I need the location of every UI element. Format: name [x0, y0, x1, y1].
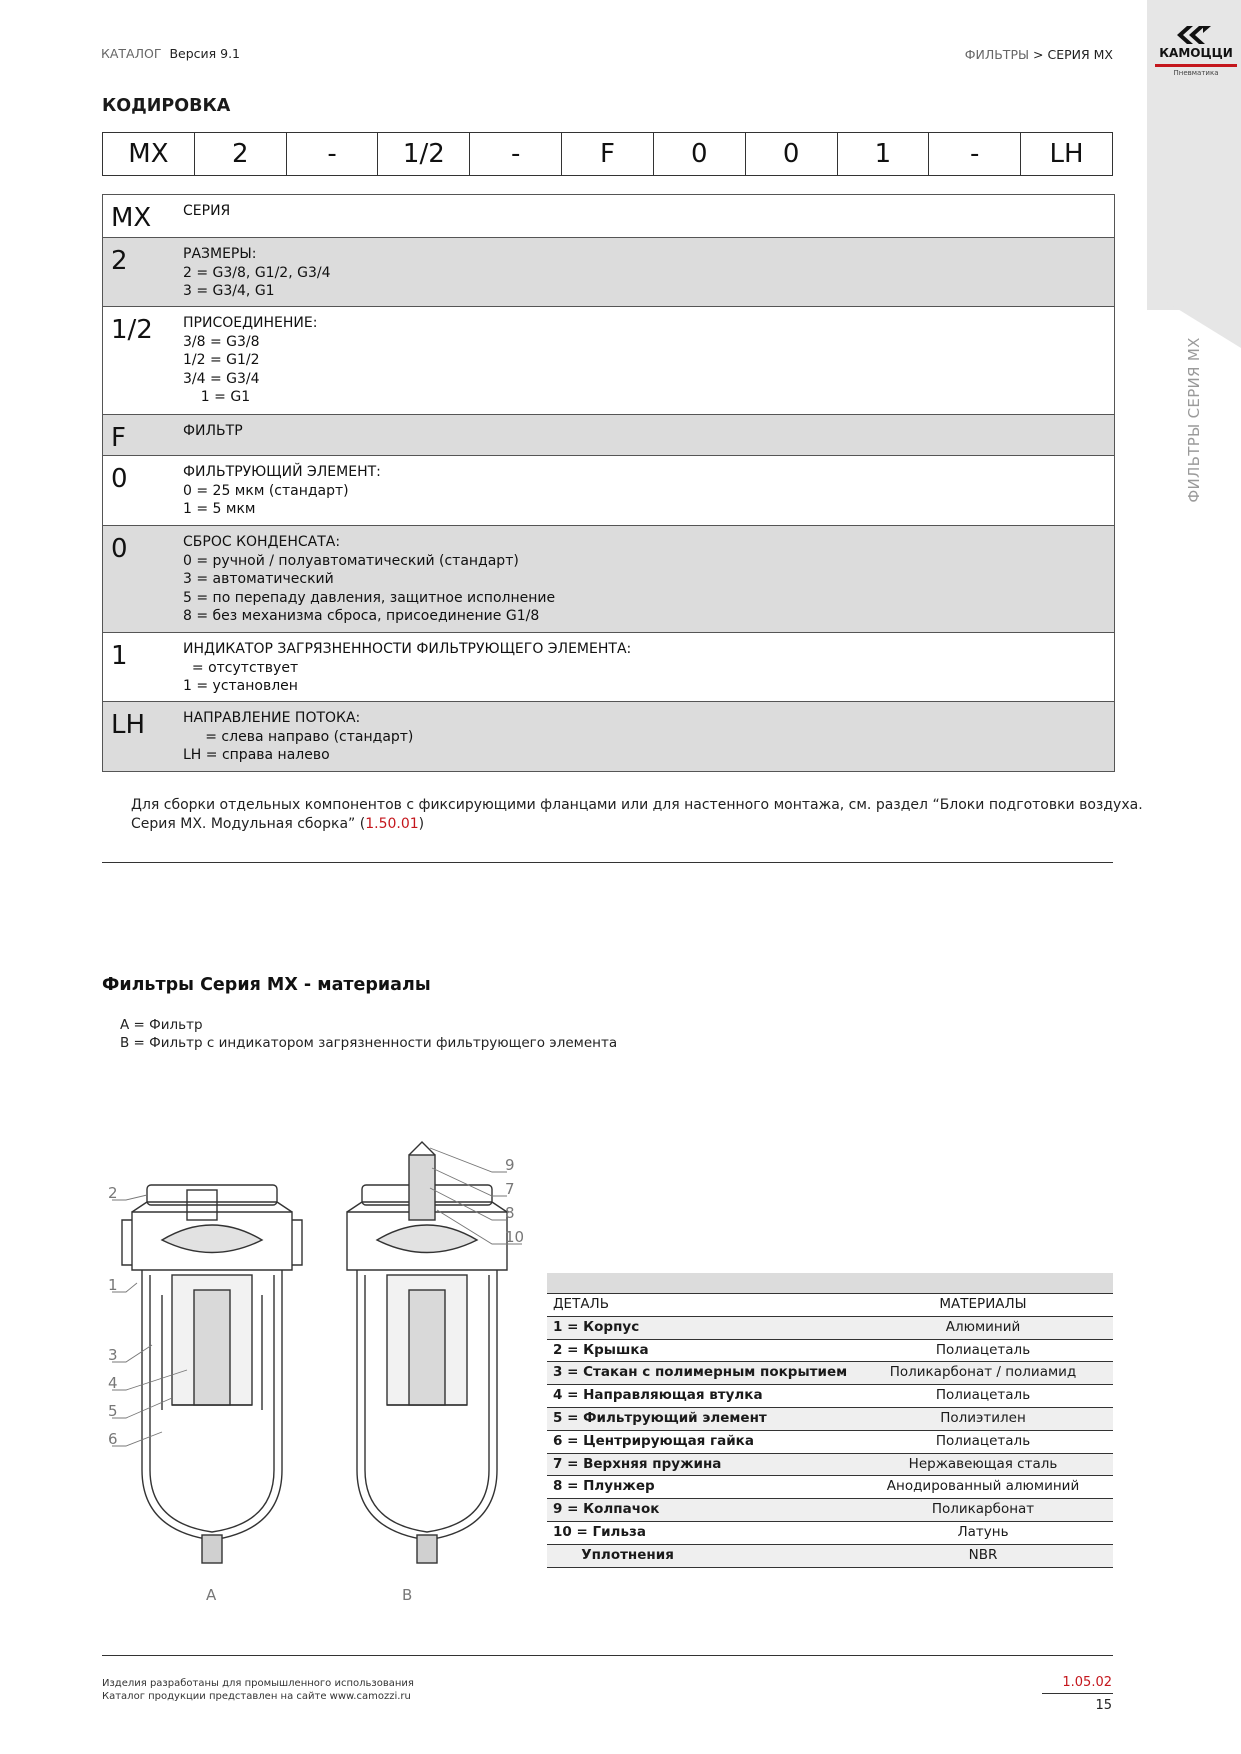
- drawing-label-b: B: [402, 1586, 413, 1604]
- drawing-label-7: 7: [505, 1180, 515, 1198]
- legend-text: НАПРАВЛЕНИЕ ПОТОКА: = слева направо (стандарт) LH = справа налево: [183, 710, 414, 764]
- coding-row: [102, 132, 1113, 176]
- legend-row: [103, 632, 1114, 701]
- material-cell: Полиацеталь: [935, 1341, 1031, 1358]
- footer-text: [102, 1677, 414, 1703]
- material-cell: NBR: [968, 1546, 998, 1563]
- material-cell: Нержавеющая сталь: [908, 1455, 1058, 1472]
- part-cell: 6 = Центрирующая гайка: [553, 1432, 754, 1449]
- part-cell: 4 = Направляющая втулка: [553, 1387, 763, 1404]
- table-row: [547, 1362, 1113, 1385]
- legend-code: MX: [111, 203, 152, 233]
- coding-cell: 2: [194, 133, 286, 175]
- material-cell: Полиацеталь: [935, 1432, 1031, 1449]
- materials-table: [547, 1273, 1113, 1568]
- part-cell: 2 = Крышка: [553, 1341, 649, 1358]
- breadcrumb-series[interactable]: СЕРИЯ MX: [1047, 47, 1113, 62]
- legend-variant-a: A = Фильтр: [120, 1017, 203, 1033]
- table-row: [547, 1431, 1113, 1454]
- table-row: [547, 1476, 1113, 1499]
- material-cell: Алюминий: [945, 1318, 1021, 1335]
- coding-cell: MX: [102, 133, 194, 175]
- legend-text: РАЗМЕРЫ: 2 = G3/8, G1/2, G3/4 3 = G3/4, G1: [183, 246, 331, 300]
- page-number: 15: [1095, 1698, 1112, 1713]
- part-cell: 7 = Верхняя пружина: [553, 1455, 722, 1472]
- legend-text: СБРОС КОНДЕНСАТА: 0 = ручной / полуавтоматический (стандарт) 3 = автоматический 5 = по перепаду давления, защитное исполнение 8 = без механизма сброса, присоединение G1/8: [183, 534, 556, 625]
- legend-row: [103, 701, 1114, 771]
- column-header-part: ДЕТАЛЬ: [553, 1296, 609, 1312]
- material-cell: Полиэтилен: [940, 1409, 1026, 1426]
- legend-row: [103, 525, 1114, 632]
- legend-text: ПРИСОЕДИНЕНИЕ: 3/8 = G3/8 1/2 = G1/2 3/4 = G3/4 1 = G1: [183, 315, 318, 406]
- legend-row: [103, 237, 1114, 306]
- page-code-rule: [1042, 1693, 1113, 1694]
- material-cell: Полиацеталь: [935, 1387, 1031, 1404]
- column-header-material: МАТЕРИАЛЫ: [939, 1296, 1027, 1312]
- drawing-label-6: 6: [108, 1430, 118, 1448]
- drawing-label-3: 3: [108, 1346, 118, 1364]
- breadcrumb-filters[interactable]: ФИЛЬТРЫ: [964, 47, 1030, 62]
- variant-legend: [120, 1016, 617, 1052]
- catalog-header: [101, 46, 240, 61]
- filter-b-drawing: [347, 1142, 507, 1563]
- catalog-label: КАТАЛОГ: [101, 46, 162, 61]
- filter-cross-section-drawing: [102, 1140, 532, 1610]
- breadcrumb-separator: >: [1033, 47, 1044, 62]
- filter-a-drawing: [122, 1185, 302, 1563]
- coding-cell: -: [928, 133, 1020, 175]
- legend-row: [103, 414, 1114, 455]
- material-cell: Поликарбонат / полиамид: [889, 1364, 1077, 1381]
- drawing-label-5: 5: [108, 1402, 118, 1420]
- coding-legend-table: [102, 194, 1115, 772]
- part-cell: 3 = Стакан с полимерным покрытием: [553, 1364, 848, 1381]
- section-link[interactable]: 1.50.01: [365, 816, 419, 832]
- coding-cell: -: [469, 133, 561, 175]
- legend-variant-b: B = Фильтр с индикатором загрязненности фильтрующего элемента: [120, 1035, 618, 1051]
- legend-row: [103, 306, 1114, 414]
- table-row: [547, 1545, 1113, 1568]
- part-cell: 8 = Плунжер: [553, 1478, 655, 1495]
- part-cell: 1 = Корпус: [553, 1318, 640, 1335]
- logo-subtitle: Пневматика: [1173, 69, 1219, 77]
- note-text: Серия MX. Модульная сборка” (: [131, 816, 366, 832]
- legend-code: 1/2: [111, 315, 153, 345]
- drawing-label-1: 1: [108, 1276, 118, 1294]
- footer-line-2: Каталог продукции представлен на сайте www.camozzi.ru: [102, 1691, 411, 1702]
- legend-code: 0: [111, 464, 128, 494]
- material-cell: Поликарбонат: [931, 1501, 1035, 1518]
- note-text-end: ): [418, 816, 425, 832]
- note-line-2: [131, 815, 1143, 834]
- table-row: [547, 1340, 1113, 1363]
- legend-text: СЕРИЯ: [183, 203, 231, 219]
- table-row: [547, 1317, 1113, 1340]
- legend-code: 1: [111, 641, 128, 671]
- part-cell: Уплотнения: [553, 1546, 674, 1563]
- legend-code: 0: [111, 534, 128, 564]
- divider: [102, 862, 1113, 863]
- coding-cell: 1: [837, 133, 929, 175]
- drawing-label-10: 10: [505, 1228, 525, 1246]
- coding-cell: 0: [653, 133, 745, 175]
- part-cell: 9 = Колпачок: [553, 1501, 660, 1518]
- legend-text: ФИЛЬТРУЮЩИЙ ЭЛЕМЕНТ: 0 = 25 мкм (стандарт) 1 = 5 мкм: [183, 464, 381, 518]
- page-code: 1.05.02: [1062, 1675, 1112, 1690]
- part-cell: 5 = Фильтрующий элемент: [553, 1409, 767, 1426]
- catalog-version: Версия 9.1: [169, 46, 241, 61]
- footer-line-1: Изделия разработаны для промышленного использования: [102, 1678, 414, 1689]
- drawing-label-8: 8: [505, 1204, 515, 1222]
- legend-code: 2: [111, 246, 128, 276]
- assembly-note: [131, 796, 1143, 834]
- legend-row: [103, 195, 1114, 237]
- coding-title: КОДИРОВКА: [102, 96, 231, 116]
- coding-cell: 0: [745, 133, 837, 175]
- legend-code: LH: [111, 710, 146, 740]
- materials-title: Фильтры Серия MX - материалы: [102, 975, 431, 995]
- logo-underline: [1155, 64, 1237, 67]
- side-label: ФИЛЬТРЫ СЕРИЯ MX: [1185, 337, 1203, 503]
- material-cell: Латунь: [957, 1523, 1009, 1540]
- table-row: [547, 1454, 1113, 1477]
- legend-code: F: [111, 423, 126, 453]
- material-cell: Анодированный алюминий: [886, 1478, 1080, 1495]
- table-row: [547, 1408, 1113, 1431]
- part-cell: 10 = Гильза: [553, 1523, 646, 1540]
- table-row: [547, 1385, 1113, 1408]
- legend-text: ФИЛЬТР: [183, 423, 243, 439]
- drawing-label-4: 4: [108, 1374, 118, 1392]
- coding-cell: F: [561, 133, 653, 175]
- logo-name: КАМОЦЦИ: [1159, 46, 1233, 60]
- coding-cell: -: [286, 133, 378, 175]
- note-line-1: Для сборки отдельных компонентов с фиксирующими фланцами или для настенного монтажа, см. раздел “Блоки подготовки воздуха.: [131, 797, 1143, 813]
- table-row: [547, 1522, 1113, 1545]
- breadcrumb: [960, 47, 1113, 62]
- legend-row: [103, 455, 1114, 525]
- drawing-label-a: A: [206, 1586, 217, 1604]
- drawing-label-2: 2: [108, 1184, 118, 1202]
- table-header-row: [547, 1294, 1113, 1317]
- drawing-label-9: 9: [505, 1156, 515, 1174]
- coding-cell: LH: [1020, 133, 1113, 175]
- table-row: [547, 1499, 1113, 1522]
- coding-cell: 1/2: [377, 133, 469, 175]
- table-header-band: [547, 1273, 1113, 1294]
- camozzi-logo-icon: [1173, 24, 1213, 46]
- legend-text: ИНДИКАТОР ЗАГРЯЗНЕННОСТИ ФИЛЬТРУЮЩЕГО ЭЛЕМЕНТА: = отсутствует 1 = установлен: [183, 641, 632, 695]
- footer-divider: [102, 1655, 1113, 1656]
